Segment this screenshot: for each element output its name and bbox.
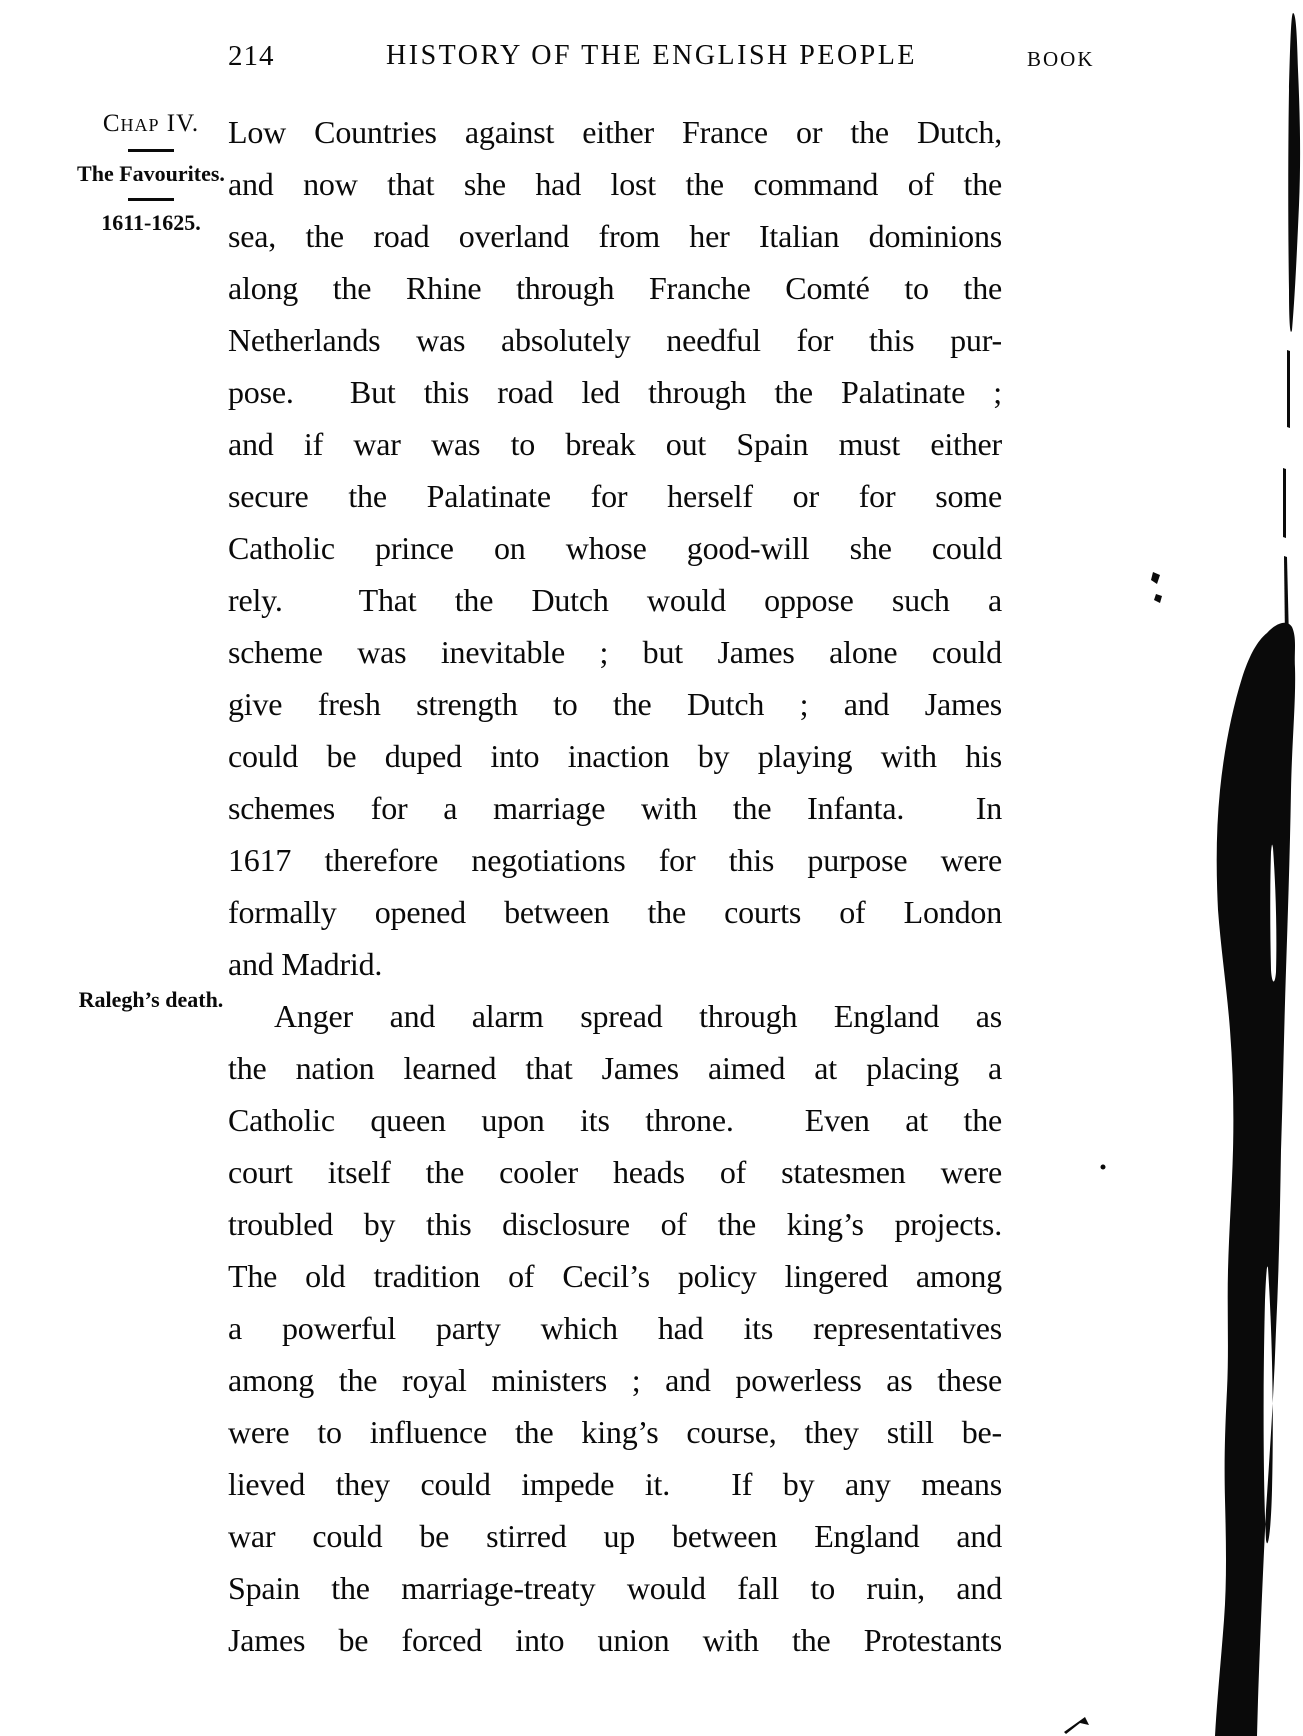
text-line: schemes for a marriage with the Infanta. In	[228, 790, 1002, 826]
section-label: The Favourites.	[77, 161, 225, 186]
running-title: HISTORY OF THE ENGLISH PEOPLE	[386, 40, 917, 71]
date-range-label: 1611-1625.	[101, 210, 201, 235]
margin-note-chapter-block	[76, 110, 226, 236]
stray-mark-arrow	[1064, 1717, 1089, 1734]
text-line: court itself the cooler heads of statesmen were	[228, 1154, 1002, 1190]
scan-speck	[1101, 1165, 1106, 1170]
scan-dash	[1284, 556, 1289, 640]
text-line: pose. But this road led through the Palatinate ;	[228, 374, 1002, 410]
text-line: The old tradition of Cecil’s policy lingered among	[228, 1258, 1002, 1294]
scan-speck	[1154, 594, 1162, 603]
text-line: Catholic prince on whose good-will she could	[228, 530, 1002, 566]
page-number: 214	[228, 40, 275, 72]
text-line: Netherlands was absolutely needful for this pur-	[228, 322, 1002, 358]
text-line: Catholic queen upon its throne. Even at the	[228, 1102, 1002, 1138]
text-line: Low Countries against either France or the Dutch,	[228, 114, 1002, 150]
margin-rule	[128, 198, 174, 201]
margin-rule	[128, 149, 174, 152]
text-line: 1617 therefore negotiations for this purpose were	[228, 842, 1002, 878]
text-line: lieved they could impede it. If by any means	[228, 1466, 1002, 1502]
text-line: sea, the road overland from her Italian dominions	[228, 218, 1002, 254]
text-line: and if war was to break out Spain must either	[228, 426, 1002, 462]
text-line: scheme was inevitable ; but James alone could	[228, 634, 1002, 670]
text-line: along the Rhine through Franche Comté to the	[228, 270, 1002, 306]
margin-note-ralegh-death: Ralegh’s death.	[78, 987, 224, 1012]
scan-blob	[1215, 623, 1295, 1736]
chapter-label: Chap IV.	[102, 110, 200, 137]
text-line: give fresh strength to the Dutch ; and James	[228, 686, 1002, 722]
text-line: among the royal ministers ; and powerless as these	[228, 1362, 1002, 1398]
text-line: Spain the marriage-treaty would fall to ruin, and	[228, 1570, 1002, 1606]
text-block	[228, 106, 1002, 1666]
text-line: war could be stirred up between England and	[228, 1518, 1002, 1554]
text-line: secure the Palatinate for herself or for some	[228, 478, 1002, 514]
text-line: were to influence the king’s course, they still be-	[228, 1414, 1002, 1450]
text-line: could be duped into inaction by playing with his	[228, 738, 1002, 774]
text-line: a powerful party which had its representatives	[228, 1310, 1002, 1346]
text-line: rely. That the Dutch would oppose such a	[228, 582, 1002, 618]
text-line: the nation learned that James aimed at placing a	[228, 1050, 1002, 1086]
scan-dash	[1287, 350, 1290, 428]
text-line: formally opened between the courts of London	[228, 894, 1002, 930]
page-header	[0, 40, 1303, 84]
text-line: Anger and alarm spread through England as	[274, 998, 1002, 1034]
text-line: and now that she had lost the command of the	[228, 166, 1002, 202]
text-line: and Madrid.	[228, 946, 383, 982]
text-line: troubled by this disclosure of the king’s projects.	[228, 1206, 1002, 1242]
scan-speck	[1151, 572, 1160, 584]
book-label: BOOK	[1027, 47, 1095, 71]
scan-dash	[1283, 468, 1286, 538]
text-line: James be forced into union with the Protestants	[228, 1622, 1002, 1658]
